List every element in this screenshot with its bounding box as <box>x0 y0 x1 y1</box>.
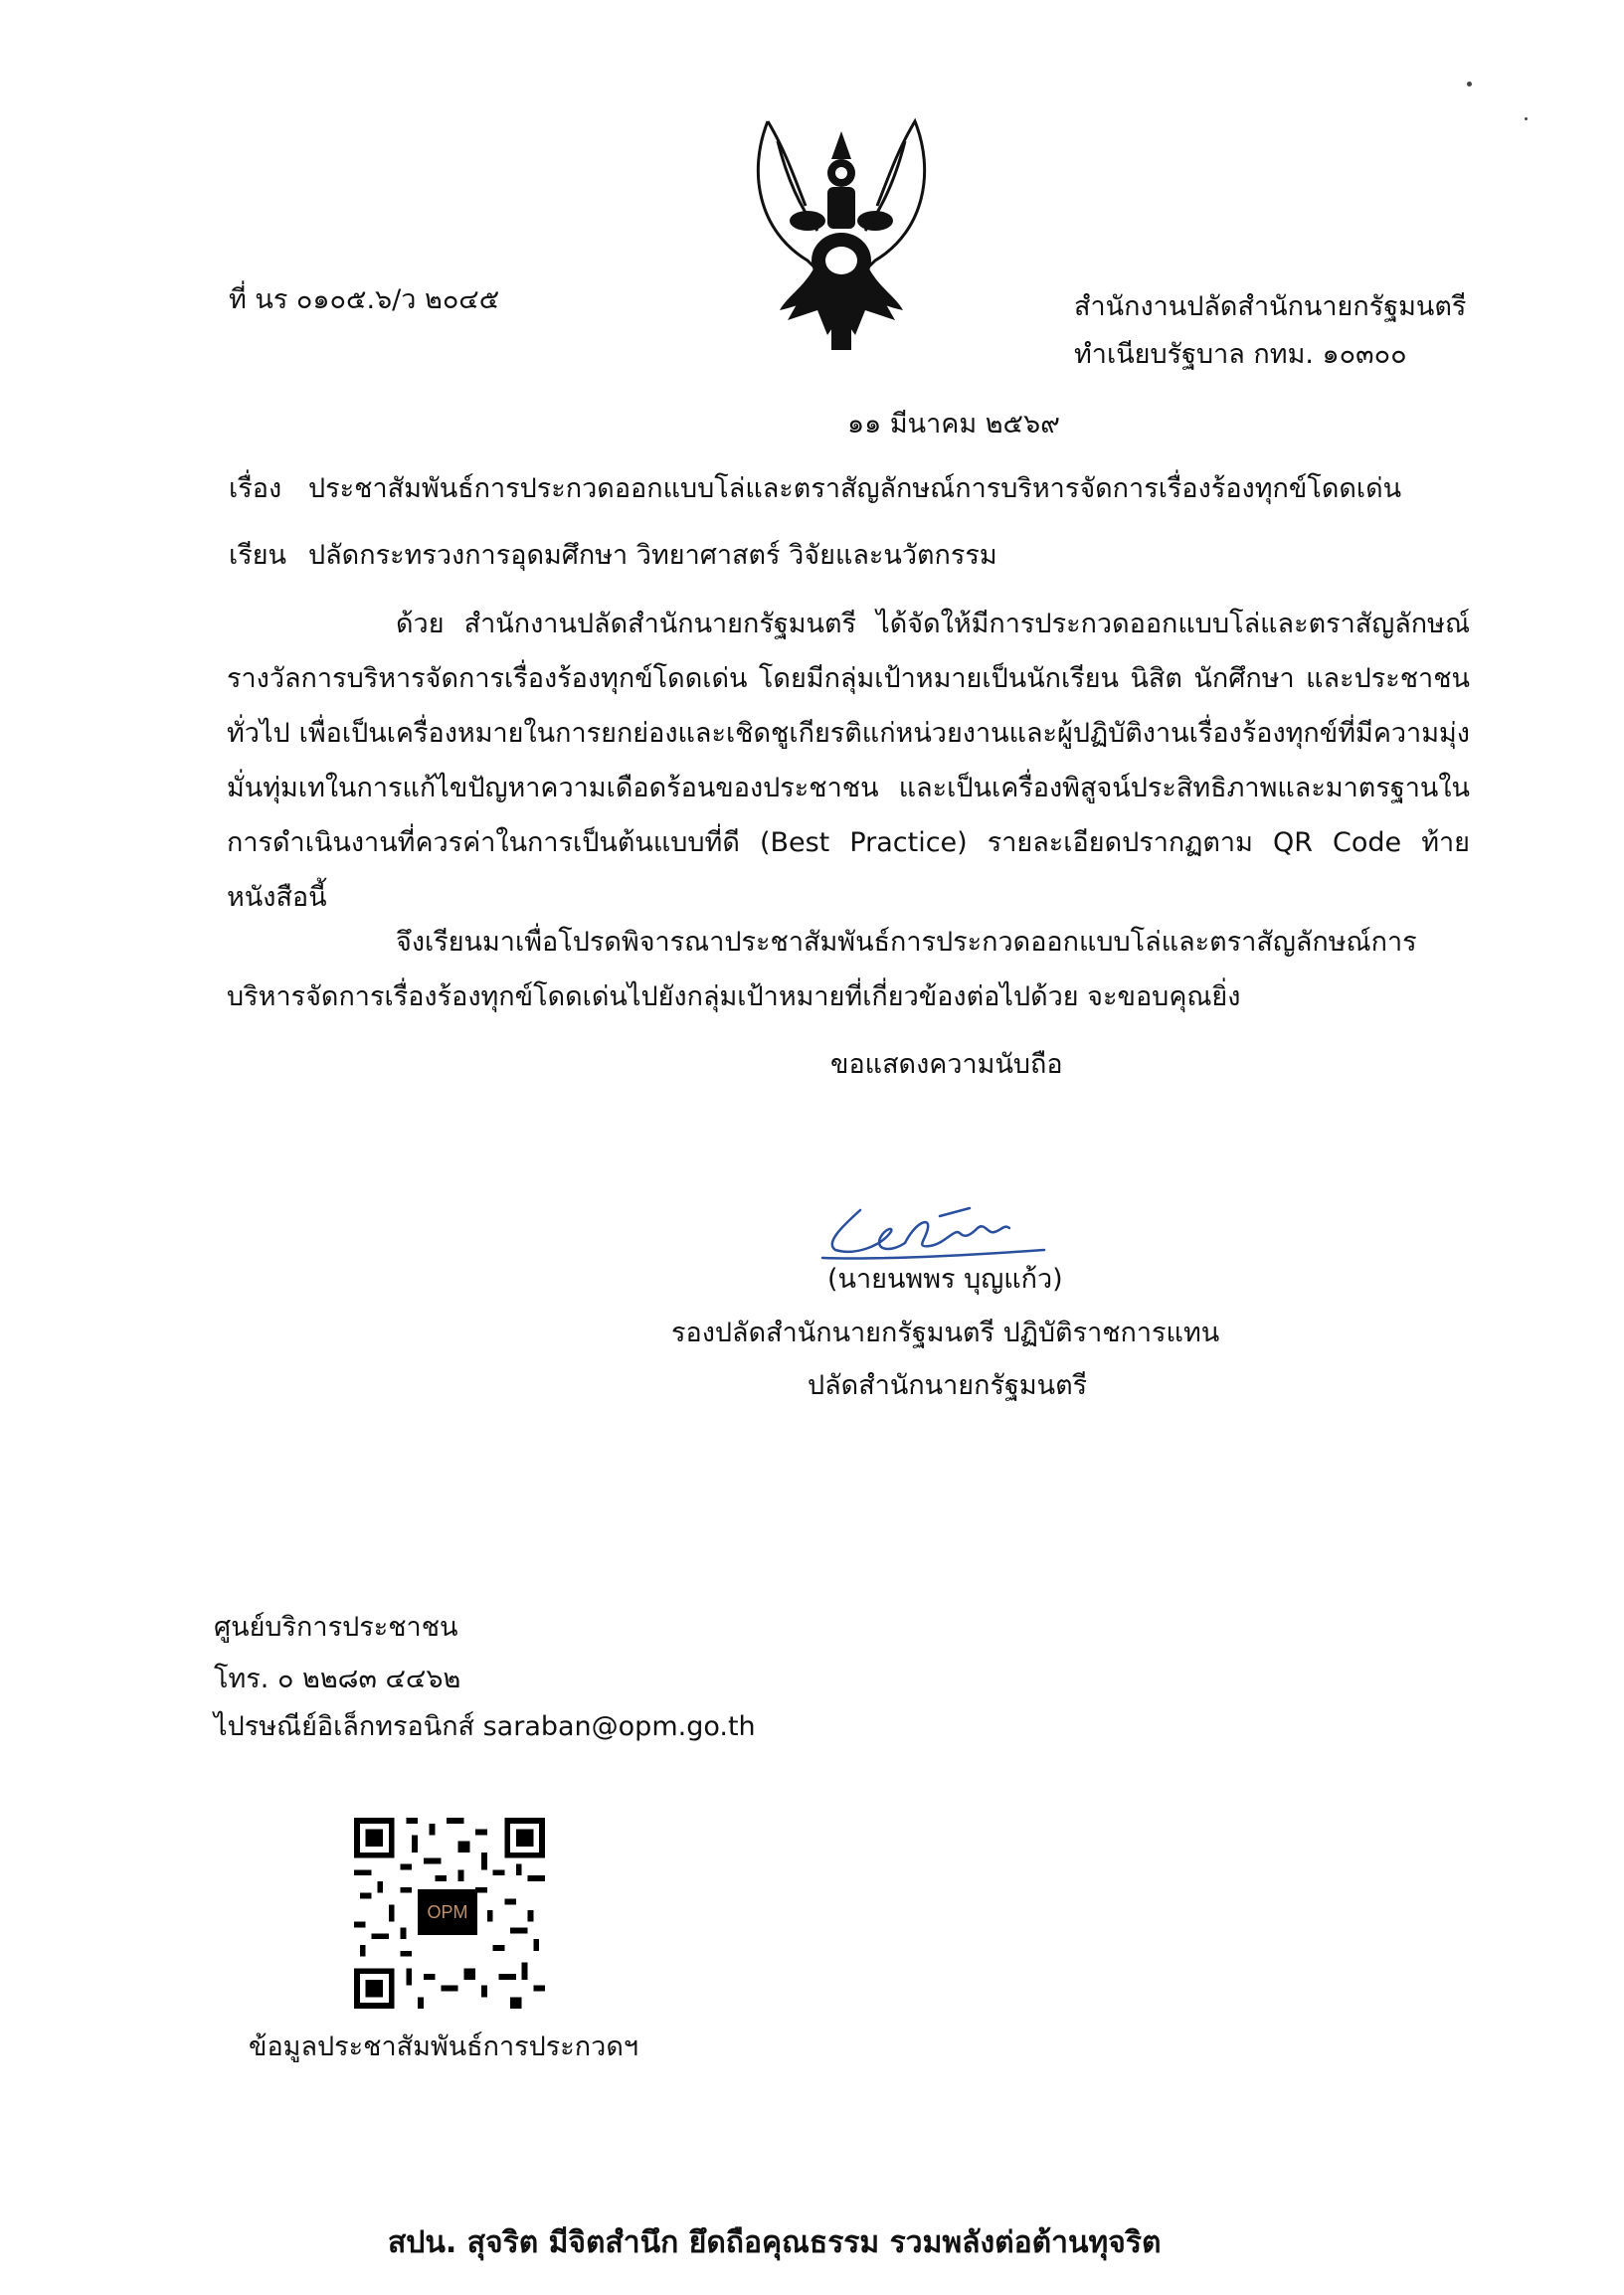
office-name: สำนักงานปลัดสำนักนายกรัฐมนตรี <box>1074 291 1467 322</box>
recipient-label: เรียน <box>229 540 287 571</box>
office-address: ทำเนียบรัฐบาล กทม. ๑๐๓๐๐ <box>1074 339 1407 370</box>
closing-phrase: ขอแสดงความนับถือ <box>830 1049 1063 1080</box>
signatory-position-1: รองปลัดสำนักนายกรัฐมนตรี ปฏิบัติราชการแทน <box>671 1318 1220 1348</box>
signatory-name: (นายนพพร บุญแก้ว) <box>827 1264 1063 1295</box>
signatory-position-2: ปลัดสำนักนายกรัฐมนตรี <box>808 1370 1088 1401</box>
scan-speck <box>1525 117 1528 120</box>
letter-date: ๑๑ มีนาคม ๒๕๖๙ <box>847 409 1060 440</box>
footer-slogan: สปน. สุจริต มีจิตสำนึก ยึดถือคุณธรรม รวมพลังต่อต้านทุจริต <box>388 2225 1162 2260</box>
qr-opm-logo: OPM <box>418 1889 477 1935</box>
reference-number: ที่ นร ๐๑๐๕.๖/ว ๒๐๔๕ <box>229 284 500 315</box>
scan-speck <box>1467 82 1472 87</box>
qr-caption: ข้อมูลประชาสัมพันธ์การประกวดฯ <box>249 2031 639 2062</box>
contact-email: ไปรษณีย์อิเล็กทรอนิกส์ saraban@opm.go.th <box>214 1711 756 1742</box>
recipient-text: ปลัดกระทรวงการอุดมศึกษา วิทยาศาสตร์ วิจัยและนวัตกรรม <box>308 540 997 571</box>
qr-code[interactable] <box>354 1818 545 2009</box>
garuda-emblem <box>748 111 935 355</box>
contact-unit: ศูนย์บริการประชาชน <box>214 1612 458 1643</box>
handwritten-signature <box>820 1198 1059 1268</box>
subject-label: เรื่อง <box>229 473 282 504</box>
contact-phone: โทร. ๐ ๒๒๘๓ ๔๔๖๒ <box>214 1664 461 1694</box>
subject-text: ประชาสัมพันธ์การประกวดออกแบบโล่และตราสัญลักษณ์การบริหารจัดการเรื่องร้องทุกข์โดดเด่น <box>308 473 1402 504</box>
body-paragraph-2: จึงเรียนมาเพื่อโปรดพิจารณาประชาสัมพันธ์การประกวดออกแบบโล่และตราสัญลักษณ์การบริหารจัดการเรื่องร้องทุกข์โดดเด่นไปยังกลุ่มเป้าหมายที่เกี่ยวข้องต่อไปด้วย จะขอบคุณยิ่ง <box>227 927 1417 1012</box>
body-paragraph-1: ด้วย สำนักงานปลัดสำนักนายกรัฐมนตรี ได้จัดให้มีการประกวดออกแบบโล่และตราสัญลักษณ์รางวัลการบริหารจัดการเรื่องร้องทุกข์โดดเด่น โดยมีกลุ่มเป้าหมายเป็นนักเรียน นิสิต นักศึกษา และประชาชนทั่วไป เพื่อเป็นเครื่องหมายในการยกย่องและเชิดชูเกียรติแก่หน่วยงานและผู้ปฏิบัติงานเรื่องร้องทุกข์ที่มีความมุ่งมั่นทุ่มเทในการแก้ไขปัญหาความเดือดร้อนของประชาชน และเป็นเครื่องพิสูจน์ประสิทธิภาพและมาตรฐานในการดำเนินงานที่ควรค่าในการเป็นต้นแบบที่ดี (Best Practice) รายละเอียดปรากฏตาม QR Code ท้ายหนังสือนี้ <box>227 609 1470 913</box>
